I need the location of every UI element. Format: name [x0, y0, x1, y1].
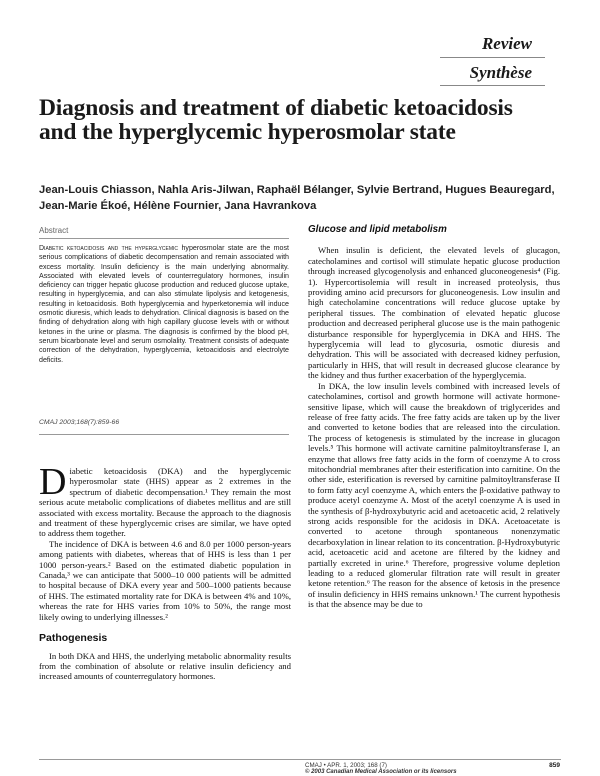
header-rule-bottom: [440, 85, 545, 86]
intro-text: iabetic ketoacidosis (DKA) and the hyperglycemic hyperosmolar state (HHS) appear as 2 extremes in the spectrum of diabetic decompensation.¹ They remain the most serious acute metabolic complications of diabetes mellitus and are still associated with excess mortality. Because the approach to the diagnosis and treatment of these hyperglycemic crises are similar, we have opted to address them together.: [39, 466, 291, 539]
footer-rule: [39, 759, 561, 760]
abstract-lead: Diabetic ketoacidosis and the hyperglycemic: [39, 245, 179, 252]
glucose-lipid-heading: Glucose and lipid metabolism: [308, 224, 447, 235]
abstract-divider: [39, 434, 289, 435]
abstract-heading: Abstract: [39, 226, 289, 239]
article-title: Diagnosis and treatment of diabetic ketoacidosis and the hyperglycemic hyperosmolar state: [39, 95, 513, 145]
abstract-text: hyperosmolar state are the most serious complications of diabetic decompensation and remain associated with excess mortality. Insulin deficiency is the main underlying abnormality. Associated with elevated levels of counterregulatory hormones, insulin deficiency can trigger hepatic glucose production and reduced glucose uptake, resulting in hyperglycemia, and can also stimulate lipolysis and ketogenesis, resulting in ketoacidosis. Both hyperglycemia and hyperketonemia will induce osmotic diuresis, which leads to dehydration. Clinical diagnosis is based on the finding of dehydration along with high capillary glucose levels with or without ketones in the urine or plasma. The diagnosis is confirmed by the blood pH, serum bicarbonate level and serum osmolality. Treatment consists of adequate correction of the dehydration, hyperglycemia, ketoacidosis and electrolyte deficits.: [39, 244, 289, 364]
drop-cap: D: [39, 461, 67, 503]
glucose-paragraph: When insulin is deficient, the elevated levels of glucagon, catecholamines and cortisol will stimulate hepatic glucose production through increased glycogenolysis and enhanced gluconeogenesis⁴ (Fig. 1). Hypercortisolemia will result in increased proteolysis, thus providing amino acid precursors for gluconeogenesis. Low insulin and high catecholamine concentrations will reduce glucose uptake by peripheral tissues. The combination of elevated hepatic glucose production and decreased peripheral glucose use is the main pathogenic disturbance responsible for hyperglycemia in DKA and HHS. The hyperglycemia will lead to glycosuria, osmotic diuresis and dehydration. This will be associated with decreased kidney perfusion, particularly in HHS, that will result in decreased glucose clearance by the kidney and thus further exacerbation of the hyperglycemia.: [308, 245, 560, 381]
intro-paragraph: [39, 461, 291, 539]
journal-footer: CMAJ • APR. 1, 2003; 168 (7): [305, 762, 387, 769]
copyright-line: © 2003 Canadian Medical Association or its licensors: [305, 769, 457, 775]
dka-paragraph: In DKA, the low insulin levels combined with increased levels of catecholamines, cortisol and growth hormone will activate hormone-sensitive lipase, which will cause the breakdown of triglycerides and release of free fatty acids. The free fatty acids are taken up by the liver and converted to ketone bodies that are released into the circulation. The process of ketogenesis is stimulated by the increase in glucagon levels.⁵ This hormone will activate carnitine palmitoyltransferase I, an enzyme that allows free fatty acids in the form of coenzyme A to cross mitochondrial membranes after their esterification into carnitine. On the other side, esterification is reversed by carnitine palmitoyltransferase II to form fatty acyl coenzyme A, which enters the β-oxidative pathway to produce acetyl coenzyme A. Most of the acetyl coenzyme A is used in the synthesis of β-hydroxybutyric acid and acetoacetic acid, 2 relatively strong acids responsible for the acidosis in DKA. Acetoacetate is converted to acetone through spontaneous nonenzymatic decarboxylation in linear relation to its concentration. β-Hydroxybutyric acid, acetoacetic acid and acetone are filtered by the kidney and partially excreted in urine.⁶ Therefore, progressive volume depletion leading to a reduced glomerular filtration rate will result in greater ketone retention.⁶ The reason for the absence of ketosis in the presence of insulin deficiency in HHS remains unknown.¹ The current hypothesis is that the absence may be due to: [308, 380, 560, 610]
pathogenesis-paragraph: In both DKA and HHS, the underlying metabolic abnormality results from the combination of absolute or relative insulin deficiency and increased amounts of counterregulatory hormones.: [39, 650, 291, 682]
citation: CMAJ 2003;168(7):859-66: [39, 419, 120, 426]
author-list: Jean-Louis Chiasson, Nahla Aris-Jilwan, Raphaël Bélanger, Sylvie Bertrand, Hugues Beauregard, Jean-Marie Ékoé, Hélène Fournier, Jana Havrankova: [39, 184, 555, 212]
section-label-review: Review: [481, 34, 532, 53]
pathogenesis-heading: Pathogenesis: [39, 632, 108, 645]
section-label-synthese: Synthèse: [469, 63, 532, 82]
abstract-body: [39, 244, 289, 365]
left-column: [39, 461, 291, 682]
incidence-paragraph: The incidence of DKA is between 4.6 and 8.0 per 1000 person-years among patients with diabetes, whereas that of HHS is less than 1 per 1000 person-years.² Based on the estimated diabetic population in Canada,³ we can anticipate that 5000–10 000 patients will be admitted to hospital because of DKA every year and 500–1000 patients because of HHS. The estimated mortality rate for DKA is between 4% and 10%, whereas the rate for HHS varies from 10% to 50%, the range most likely owing to underlying illnesses.²: [39, 538, 291, 622]
page-number: 859: [549, 762, 560, 769]
right-column: [308, 225, 560, 610]
header-rule-top: [440, 57, 545, 58]
